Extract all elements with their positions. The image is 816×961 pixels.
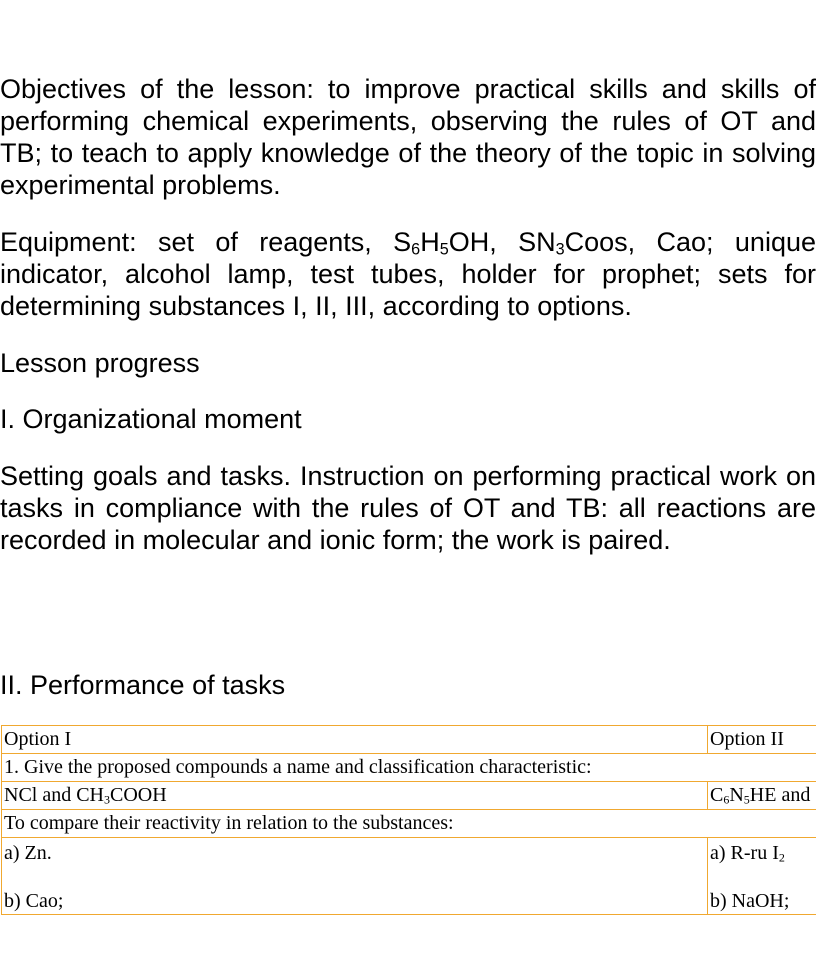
table-row: [2, 754, 816, 782]
task-2-instruction: To compare their reactivity in relation to the substances:: [2, 810, 816, 838]
option-2-compounds: [708, 782, 816, 810]
option-1-reagent-b: b) Cao;: [4, 890, 64, 912]
equipment-text-1: Equipment: set of reagents, S: [0, 227, 412, 257]
tasks-table: [1, 725, 816, 915]
compound-text: COOH: [110, 784, 167, 806]
compound-text: HE and: [749, 784, 811, 806]
section-organizational-moment: I. Organizational moment: [0, 404, 302, 434]
compound-subscript: 5: [743, 792, 750, 807]
compound-text: C: [710, 784, 724, 806]
equipment-text-3: OH, SN: [448, 227, 556, 257]
option-1-header: Option I: [2, 726, 708, 754]
compound-text: NCl and CH: [4, 784, 104, 806]
equipment-subscript-3: 3: [555, 240, 565, 259]
section-performance-of-tasks: II. Performance of tasks: [0, 670, 286, 700]
option-1-reagents: [2, 838, 708, 915]
option-1-compounds: [2, 782, 708, 810]
table-row: [2, 838, 816, 915]
compound-subscript: 6: [723, 792, 730, 807]
option-2-header: Option II: [708, 726, 816, 754]
table-row: [2, 782, 816, 810]
option-2-reagent-a: [710, 840, 816, 866]
reagent-subscript: 2: [778, 850, 785, 865]
lesson-progress-heading: Lesson progress: [0, 348, 200, 378]
compound-text: N: [729, 784, 744, 806]
option-2-reagent-b: b) NaOH;: [710, 890, 790, 912]
equipment-subscript-5: 5: [439, 240, 449, 259]
table-row: [2, 810, 816, 838]
equipment-subscript-6: 6: [411, 240, 421, 259]
option-1-reagent-a: a) Zn.: [4, 842, 52, 864]
equipment-text-4: Coos, Cao; unique indicator, alcohol lamp, test tubes, holder for prophet; sets for determining substances I, II, III, according to options.: [0, 227, 816, 321]
equipment-text-2: H: [420, 227, 440, 257]
equipment-paragraph: [0, 226, 816, 322]
lesson-objectives: Objectives of the lesson: to improve practical skills and skills of performing chemical experiments, observing the rules of OT and TB; to teach to apply knowledge of the theory of the topic in solving experimental problems.: [0, 74, 816, 200]
table-row: [2, 726, 816, 754]
setting-goals-paragraph: Setting goals and tasks. Instruction on performing practical work on tasks in compliance with the rules of OT and TB: all reactions are recorded in molecular and ionic form; the work is paired.: [0, 461, 816, 555]
compound-subscript: 3: [104, 792, 110, 807]
reagent-text: a) R-ru I: [710, 842, 779, 864]
task-1-instruction: 1. Give the proposed compounds a name and classification characteristic:: [2, 754, 816, 782]
option-2-reagents: [708, 838, 816, 915]
